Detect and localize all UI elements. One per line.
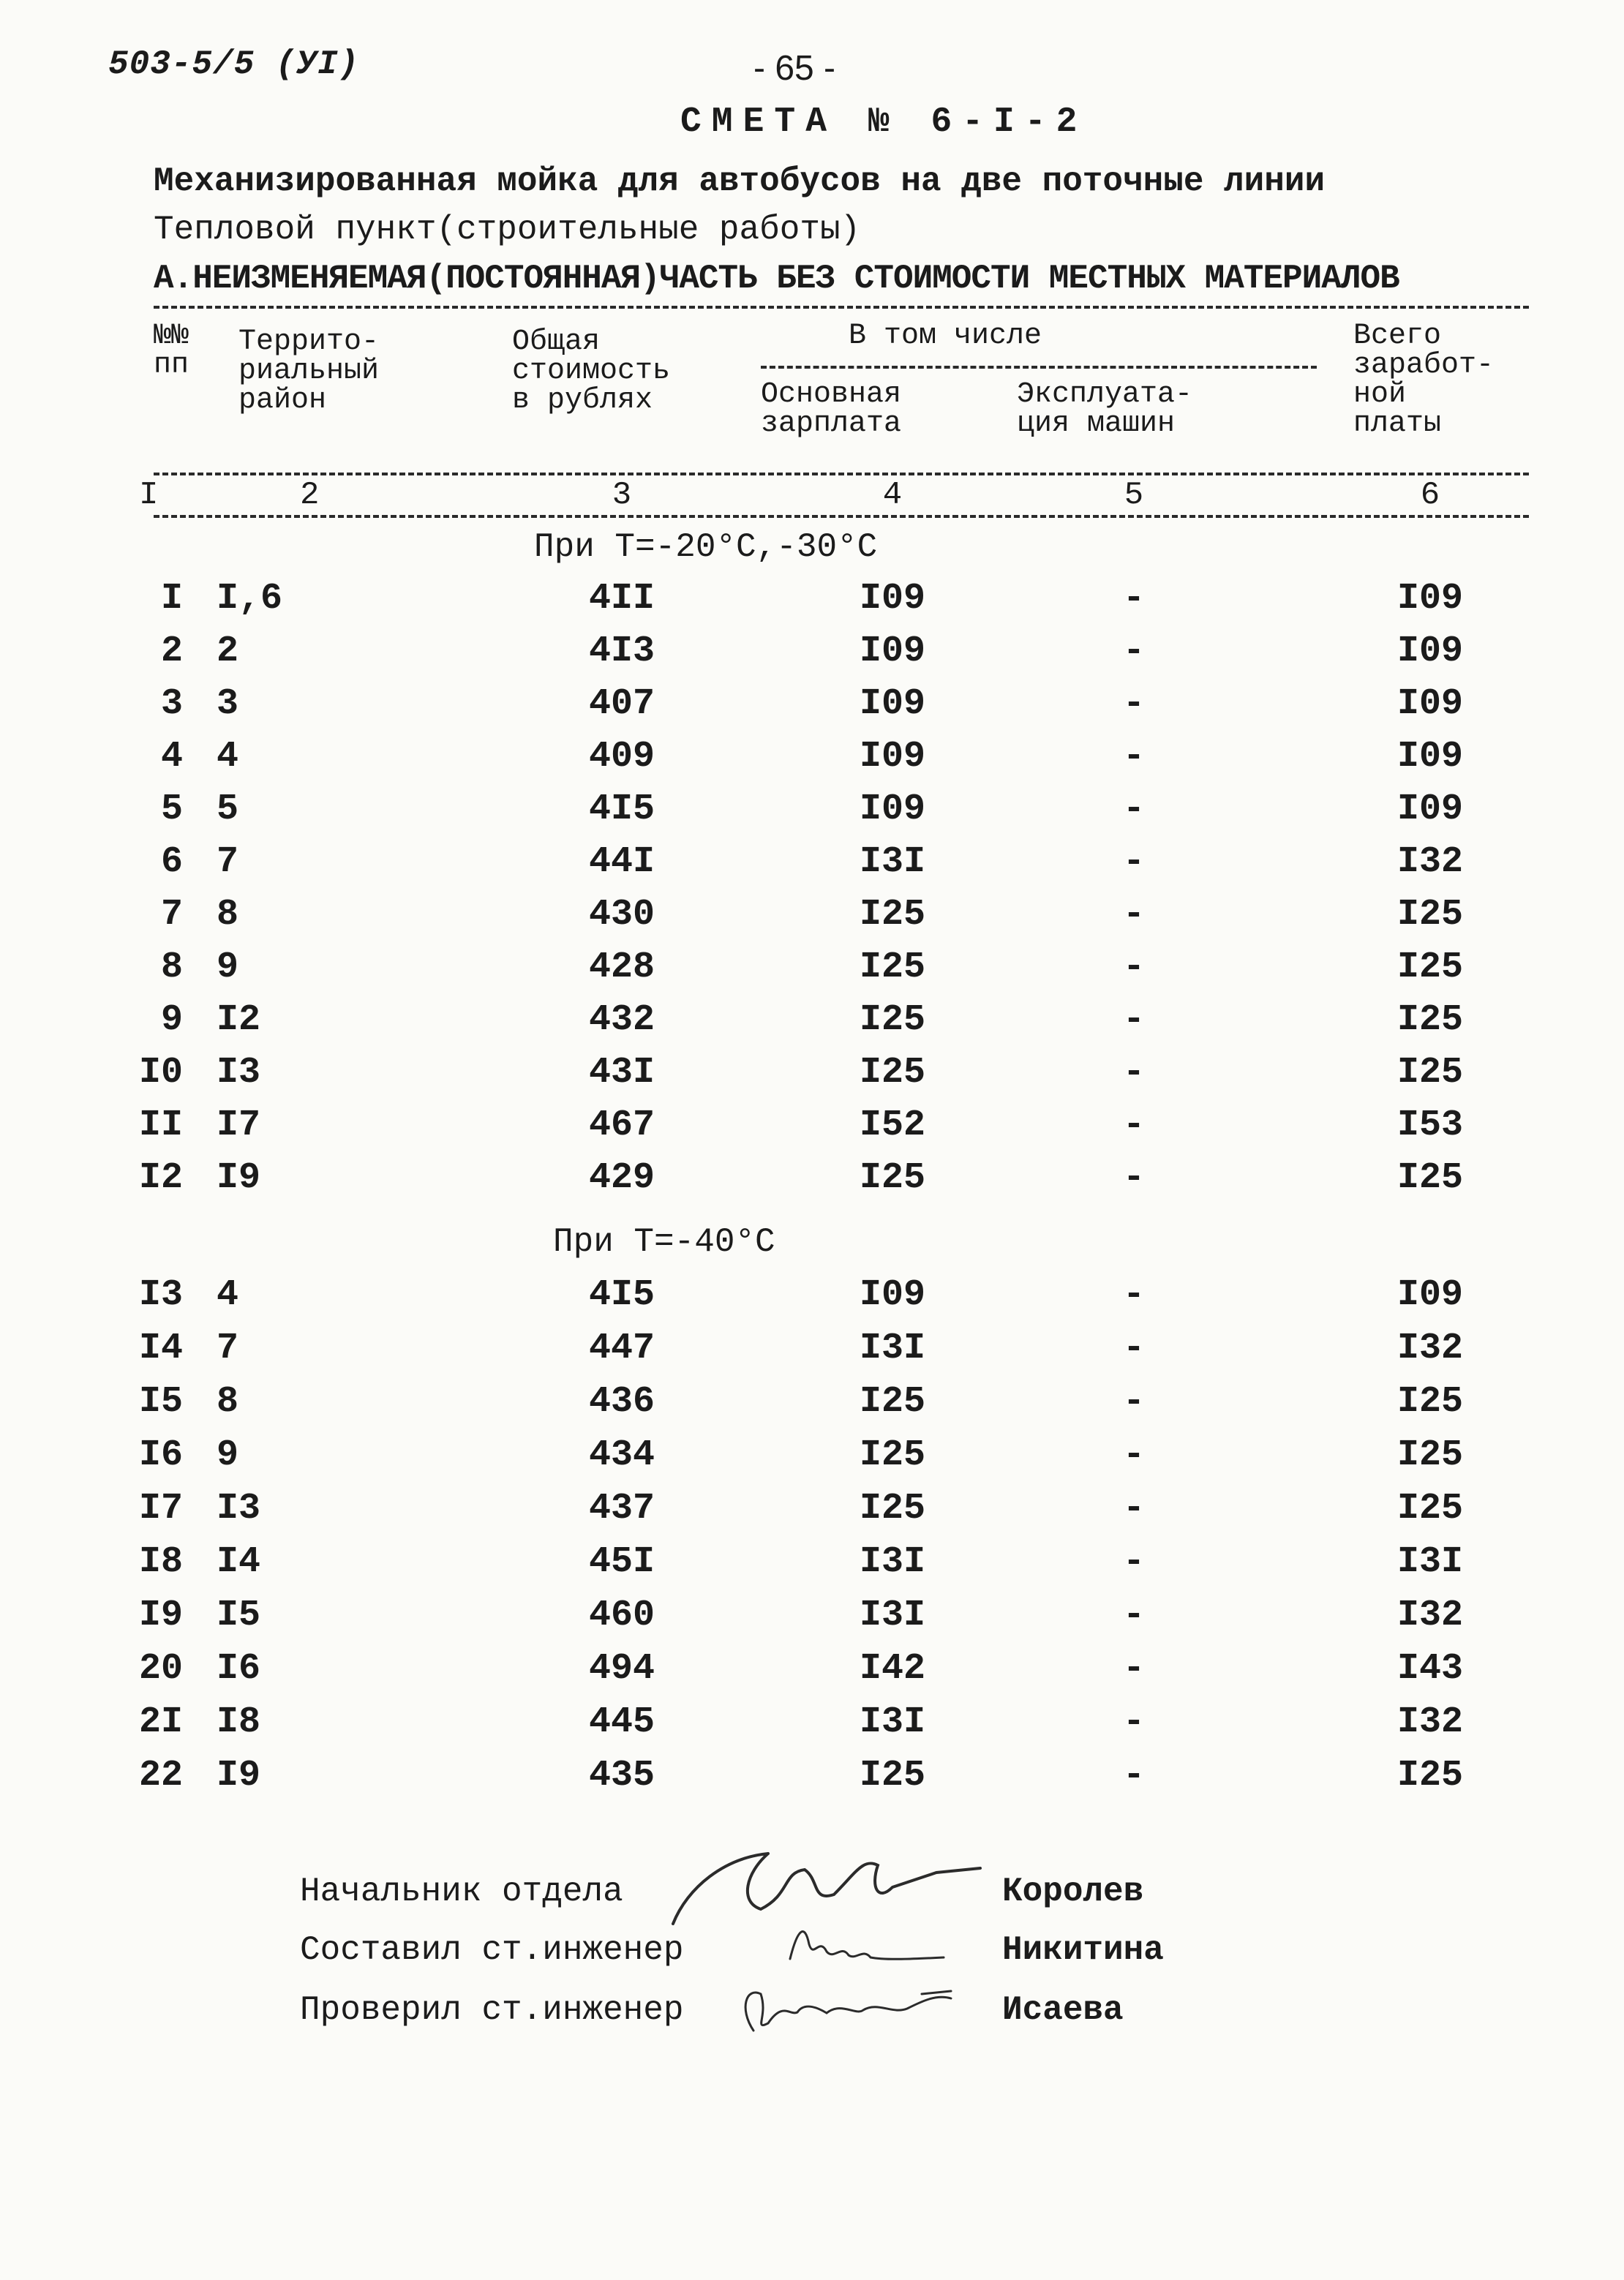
cell-machine-operation: - (1122, 1381, 1145, 1423)
cell-total-cost: 45I (588, 1541, 655, 1583)
cell-region: 4 (217, 1274, 239, 1316)
cell-row-number: I5 (138, 1381, 183, 1423)
cell-machine-operation: - (1122, 1488, 1145, 1530)
cell-base-salary: I09 (859, 631, 925, 672)
cell-region: 7 (217, 1328, 239, 1369)
cell-total-cost: 494 (588, 1648, 655, 1690)
cell-row-number: 6 (160, 841, 183, 883)
table-row (0, 1381, 1624, 1432)
cell-machine-operation: - (1122, 631, 1145, 672)
cell-row-number: 3 (160, 683, 183, 725)
cell-base-salary: I3I (859, 841, 925, 883)
cell-base-salary: I3I (859, 1541, 925, 1583)
cell-total-salary: I25 (1396, 894, 1463, 936)
cell-total-salary: I09 (1396, 631, 1463, 672)
cell-total-cost: 430 (588, 894, 655, 936)
cell-total-cost: 437 (588, 1488, 655, 1530)
cell-total-cost: 4I5 (588, 1274, 655, 1316)
cell-total-cost: 44I (588, 841, 655, 883)
table-row (0, 1434, 1624, 1486)
cell-base-salary: I25 (859, 1157, 925, 1199)
cell-row-number: I2 (138, 1157, 183, 1199)
cell-base-salary: I3I (859, 1595, 925, 1636)
cell-machine-operation: - (1122, 1052, 1145, 1094)
table-row (0, 578, 1624, 629)
cell-total-salary: I25 (1396, 947, 1463, 988)
header-group-rule (761, 366, 1317, 369)
cell-total-salary: I25 (1396, 999, 1463, 1041)
cell-total-salary: I25 (1396, 1434, 1463, 1476)
table-top-rule (154, 306, 1529, 309)
cell-total-salary: I09 (1396, 1274, 1463, 1316)
table-row (0, 1328, 1624, 1379)
cell-row-number: I7 (138, 1488, 183, 1530)
cell-machine-operation: - (1122, 1328, 1145, 1369)
cell-region: I3 (217, 1052, 261, 1094)
table-row (0, 1488, 1624, 1539)
column-number-row: I 2 3 4 5 6 (139, 477, 1440, 513)
table-row (0, 1105, 1624, 1156)
cell-machine-operation: - (1122, 683, 1145, 725)
header-bottom-rule (154, 473, 1529, 475)
cell-region: I5 (217, 1595, 261, 1636)
cell-total-cost: 429 (588, 1157, 655, 1199)
signature-role-3: Проверил ст.инженер (300, 1991, 684, 2029)
table-row (0, 1541, 1624, 1592)
header-col-base-salary: Основная зарплата (761, 378, 902, 440)
cell-row-number: I0 (138, 1052, 183, 1094)
cell-total-cost: 436 (588, 1381, 655, 1423)
cell-region: 4 (217, 736, 239, 778)
cell-region: 9 (217, 947, 239, 988)
cell-base-salary: I3I (859, 1701, 925, 1743)
column-number-rule (154, 515, 1529, 518)
cell-machine-operation: - (1122, 1701, 1145, 1743)
cell-total-cost: 447 (588, 1328, 655, 1369)
cell-machine-operation: - (1122, 1755, 1145, 1796)
header-col-number: №№ пп (154, 320, 189, 382)
cell-total-cost: 432 (588, 999, 655, 1041)
cell-machine-operation: - (1122, 1105, 1145, 1146)
cell-base-salary: I25 (859, 894, 925, 936)
cell-machine-operation: - (1122, 947, 1145, 988)
cell-base-salary: I52 (859, 1105, 925, 1146)
cell-total-cost: 4I3 (588, 631, 655, 672)
cell-region: I8 (217, 1701, 261, 1743)
table-row (0, 736, 1624, 787)
cell-region: 8 (217, 1381, 239, 1423)
cell-total-salary: I09 (1396, 578, 1463, 620)
cell-region: 8 (217, 894, 239, 936)
signature-scribble-2 (775, 1915, 966, 1974)
cell-total-salary: I32 (1396, 841, 1463, 883)
cell-base-salary: I42 (859, 1648, 925, 1690)
cell-total-salary: I25 (1396, 1381, 1463, 1423)
cell-region: 2 (217, 631, 239, 672)
cell-total-salary: I09 (1396, 683, 1463, 725)
cell-machine-operation: - (1122, 789, 1145, 830)
cell-row-number: 20 (138, 1648, 183, 1690)
table-row (0, 1755, 1624, 1806)
cell-total-salary: I32 (1396, 1328, 1463, 1369)
cell-total-salary: I25 (1396, 1157, 1463, 1199)
cell-row-number: 7 (160, 894, 183, 936)
table-row (0, 841, 1624, 892)
cell-total-cost: 445 (588, 1701, 655, 1743)
signature-role-1: Начальник отдела (300, 1873, 623, 1911)
cell-row-number: II (138, 1105, 183, 1146)
cell-total-cost: 409 (588, 736, 655, 778)
section-2-label: При Т=-40°С (553, 1223, 775, 1261)
cell-region: I6 (217, 1648, 261, 1690)
header-group-including: В том числе (849, 320, 1042, 353)
cell-total-salary: I09 (1396, 789, 1463, 830)
section-heading: А.НЕИЗМЕНЯЕМАЯ(ПОСТОЯННАЯ)ЧАСТЬ БЕЗ СТОИМОСТИ МЕСТНЫХ МАТЕРИАЛОВ (154, 260, 1399, 298)
cell-total-cost: 435 (588, 1755, 655, 1796)
cell-row-number: 9 (160, 999, 183, 1041)
table-row (0, 1648, 1624, 1699)
cell-row-number: I6 (138, 1434, 183, 1476)
cell-row-number: I4 (138, 1328, 183, 1369)
cell-row-number: 2I (138, 1701, 183, 1743)
cell-total-cost: 460 (588, 1595, 655, 1636)
signature-scribble-3 (732, 1972, 973, 2038)
table-row (0, 1052, 1624, 1103)
cell-machine-operation: - (1122, 1157, 1145, 1199)
signature-role-2: Составил ст.инженер (300, 1931, 684, 1969)
cell-total-salary: I25 (1396, 1755, 1463, 1796)
cell-region: 9 (217, 1434, 239, 1476)
header-col-total-cost: Общая стоимость в рублях (512, 326, 671, 417)
cell-total-salary: I09 (1396, 736, 1463, 778)
signature-name-3: Исаева (1002, 1991, 1124, 2029)
cell-row-number: 22 (138, 1755, 183, 1796)
cell-total-cost: 407 (588, 683, 655, 725)
description-line-1: Механизированная мойка для автобусов на две поточные линии (154, 162, 1326, 200)
table-row (0, 683, 1624, 734)
description-line-2: Тепловой пункт(строительные работы) (154, 211, 861, 249)
cell-total-cost: 428 (588, 947, 655, 988)
table-row (0, 1274, 1624, 1325)
table-row (0, 947, 1624, 998)
document-code: 503-5/5 (УI) (108, 45, 360, 83)
cell-region: I3 (217, 1488, 261, 1530)
cell-base-salary: I25 (859, 1434, 925, 1476)
cell-machine-operation: - (1122, 1648, 1145, 1690)
cell-base-salary: I25 (859, 1052, 925, 1094)
section-1-label: При Т=-20°С,-30°С (534, 528, 878, 566)
cell-total-salary: I3I (1396, 1541, 1463, 1583)
cell-machine-operation: - (1122, 999, 1145, 1041)
cell-total-cost: 434 (588, 1434, 655, 1476)
cell-region: I9 (217, 1157, 261, 1199)
cell-base-salary: I09 (859, 683, 925, 725)
cell-region: 3 (217, 683, 239, 725)
cell-row-number: 2 (160, 631, 183, 672)
cell-row-number: I (160, 578, 183, 620)
cell-region: 7 (217, 841, 239, 883)
page-number: - 65 - (753, 49, 836, 88)
cell-base-salary: I25 (859, 1381, 925, 1423)
cell-region: I,6 (217, 578, 283, 620)
cell-region: I2 (217, 999, 261, 1041)
signature-name-1: Королев (1002, 1873, 1144, 1911)
document-title: СМЕТА № 6-I-2 (680, 102, 1088, 142)
cell-total-cost: 4II (588, 578, 655, 620)
cell-machine-operation: - (1122, 578, 1145, 620)
table-row (0, 1701, 1624, 1753)
cell-base-salary: I3I (859, 1328, 925, 1369)
cell-machine-operation: - (1122, 1434, 1145, 1476)
cell-total-cost: 467 (588, 1105, 655, 1146)
cell-row-number: I9 (138, 1595, 183, 1636)
cell-base-salary: I25 (859, 947, 925, 988)
cell-total-salary: I32 (1396, 1595, 1463, 1636)
cell-base-salary: I25 (859, 999, 925, 1041)
table-row (0, 631, 1624, 682)
cell-machine-operation: - (1122, 841, 1145, 883)
cell-total-salary: I32 (1396, 1701, 1463, 1743)
signature-name-2: Никитина (1002, 1931, 1164, 1969)
table-row (0, 1157, 1624, 1208)
cell-base-salary: I09 (859, 789, 925, 830)
cell-total-cost: 43I (588, 1052, 655, 1094)
cell-total-salary: I43 (1396, 1648, 1463, 1690)
cell-region: I7 (217, 1105, 261, 1146)
cell-base-salary: I09 (859, 1274, 925, 1316)
header-col-region: Террито- риальный район (238, 326, 380, 417)
cell-region: I4 (217, 1541, 261, 1583)
cell-total-salary: I53 (1396, 1105, 1463, 1146)
cell-machine-operation: - (1122, 1541, 1145, 1583)
cell-row-number: 5 (160, 789, 183, 830)
cell-base-salary: I09 (859, 736, 925, 778)
cell-machine-operation: - (1122, 1274, 1145, 1316)
table-row (0, 789, 1624, 840)
cell-row-number: 8 (160, 947, 183, 988)
cell-row-number: 4 (160, 736, 183, 778)
cell-region: I9 (217, 1755, 261, 1796)
cell-row-number: I3 (138, 1274, 183, 1316)
header-col-total-salary: Всего заработ- ной платы (1353, 320, 1495, 440)
cell-machine-operation: - (1122, 894, 1145, 936)
table-row (0, 1595, 1624, 1646)
cell-machine-operation: - (1122, 1595, 1145, 1636)
cell-machine-operation: - (1122, 736, 1145, 778)
table-row (0, 894, 1624, 945)
cell-base-salary: I09 (859, 578, 925, 620)
cell-base-salary: I25 (859, 1755, 925, 1796)
cell-total-salary: I25 (1396, 1052, 1463, 1094)
header-col-machine-operation: Эксплуата- ция машин (1017, 378, 1193, 440)
cell-region: 5 (217, 789, 239, 830)
cell-base-salary: I25 (859, 1488, 925, 1530)
cell-total-cost: 4I5 (588, 789, 655, 830)
cell-row-number: I8 (138, 1541, 183, 1583)
cell-total-salary: I25 (1396, 1488, 1463, 1530)
table-row (0, 999, 1624, 1050)
